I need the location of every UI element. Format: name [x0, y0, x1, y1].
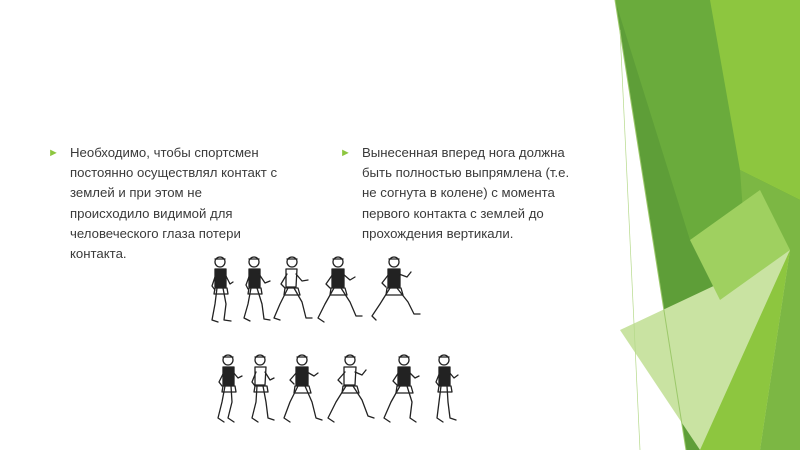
walker-figure	[372, 257, 420, 320]
walker-figure	[384, 355, 419, 422]
bullet-text-1: Необходимо, чтобы спортсмен постоянно осуществлял контакт с землей и при этом не происходило видимой для человеческого глаза потери контакта.	[70, 145, 278, 262]
walker-figure	[252, 355, 274, 422]
walker-figure	[436, 355, 458, 422]
walker-figure	[244, 257, 270, 321]
walker-figure	[218, 355, 242, 422]
triangle-bullet-icon: ►	[48, 147, 59, 159]
walker-figure	[212, 257, 233, 322]
triangle-bullet-icon: ►	[340, 147, 351, 159]
walker-figure	[318, 257, 362, 322]
bullet-item-2	[340, 143, 600, 244]
race-walking-sequence-figures	[200, 252, 480, 442]
walker-figure	[274, 257, 312, 320]
bullet-item-1	[48, 143, 318, 264]
walker-figure	[328, 355, 374, 422]
bullet-text-2: Вынесенная вперед нога должна быть полностью выпрямлена (т.е. не согнута в колене) с момента первого контакта с землей до прохождения вертикали.	[362, 145, 570, 241]
walker-figure	[284, 355, 322, 422]
